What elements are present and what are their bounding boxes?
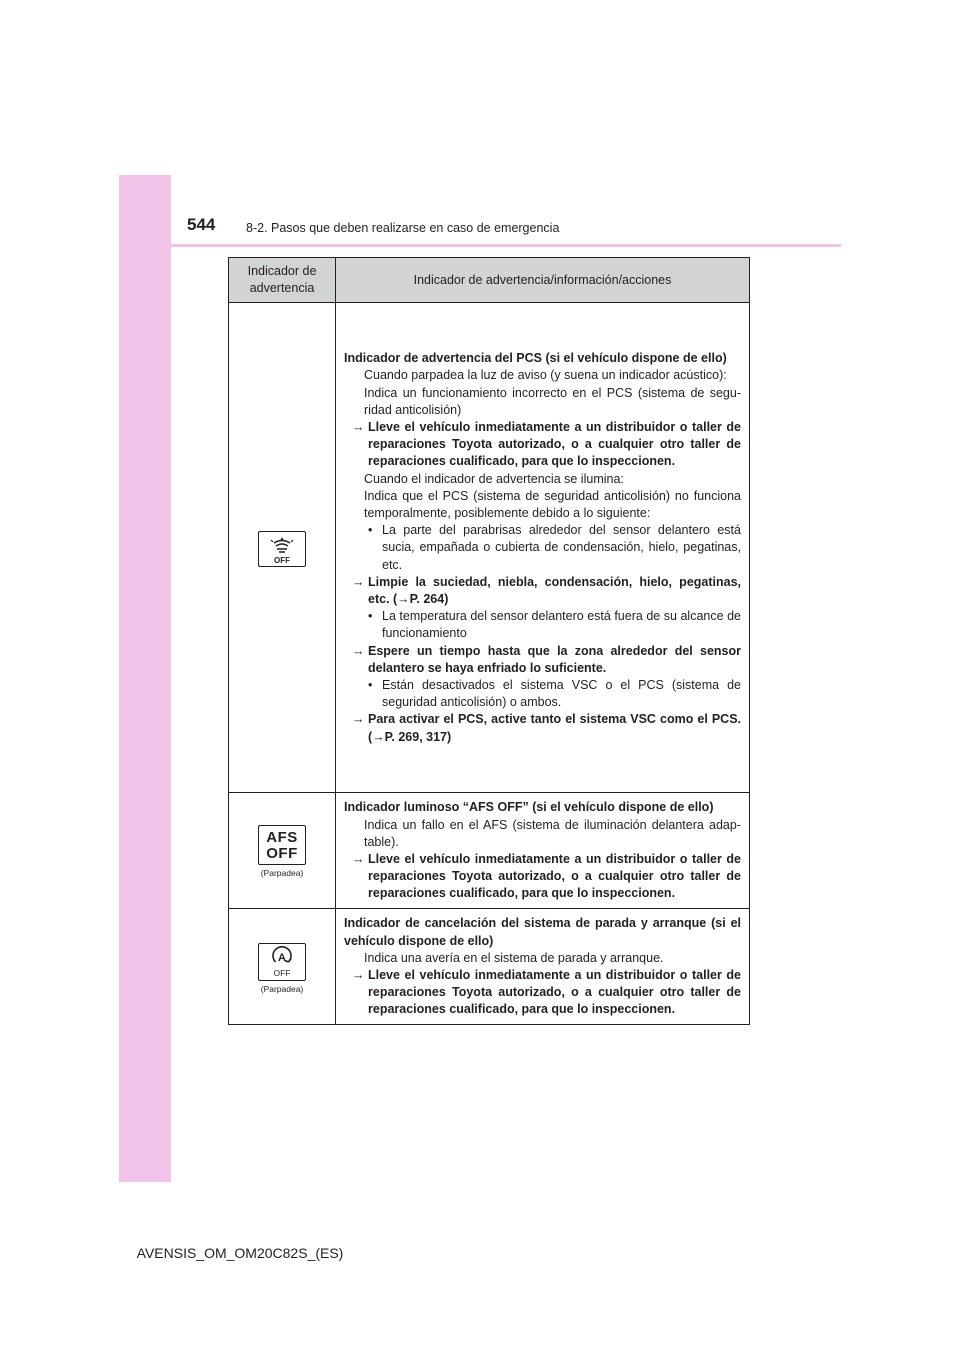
table-row: [229, 303, 750, 793]
afs-icon-line2: OFF: [266, 845, 298, 862]
afs-off-icon: [258, 825, 306, 865]
page-number: 544: [187, 215, 216, 234]
bullet-line: • Están desactivados el sistema VSC o el PCS (sistema de seguridad anticolisión) o ambos.: [368, 678, 741, 710]
warning-indicator-table: [228, 257, 750, 1025]
col-header-info: Indicador de advertencia/información/acciones: [336, 258, 750, 303]
table-header-row: [229, 258, 750, 303]
svg-text:A: A: [278, 952, 286, 964]
info-line: Indica que el PCS (sistema de seguridad anticolisión) no funciona temporalmente, posiblemente debido a lo siguiente:: [364, 488, 741, 520]
icon-off-label: OFF: [274, 556, 290, 565]
arrow-icon: →: [352, 852, 365, 866]
bullet-icon: •: [368, 678, 373, 693]
bullet-line: • La temperatura del sensor delantero está fuera de su alcance de funcionamiento: [368, 609, 741, 641]
bullet-icon: •: [368, 609, 373, 624]
info-line: Indica un fallo en el AFS (sistema de iluminación delantera adaptable).: [364, 817, 741, 849]
action-line: → Lleve el vehículo inmediatamente a un distribuidor o taller de reparaciones Toyota autorizado, o a cualquier otro taller de reparaciones cualificado, para que lo inspeccionen.: [352, 852, 741, 901]
info-line: Cuando el indicador de advertencia se ilumina:: [364, 471, 624, 486]
info-line: Cuando parpadea la luz de aviso (y suena un indicador acústico):: [364, 368, 727, 383]
arrow-icon: →: [352, 574, 365, 589]
info-line: Indica una avería en el sistema de parada y arranque.: [364, 950, 664, 965]
indicator-cell: [229, 909, 336, 1025]
action-line: → Lleve el vehículo inmediatamente a un distribuidor o taller de reparaciones Toyota autorizado, o a cualquier otro taller de reparaciones cualificado, para que lo inspeccionen.: [352, 968, 741, 1017]
info-cell: [336, 793, 750, 909]
indicator-title: Indicador luminoso “AFS OFF” (si el vehículo dispone de ello): [344, 800, 714, 815]
action-line: → Espere un tiempo hasta que la zona alrededor del sensor delantero se haya enfriado lo suficiente.: [352, 643, 741, 675]
info-cell: [336, 303, 750, 793]
footer-code: AVENSIS_OM_OM20C82S_(ES): [136, 1245, 344, 1261]
info-cell: [336, 909, 750, 1025]
bullet-line: • La parte del parabrisas alrededor del sensor delantero está sucia, empañada o cubierta de condensación, hielo, pegatinas, etc.: [368, 523, 741, 572]
table-row: [229, 909, 750, 1025]
info-line: Indica un funcionamiento incorrecto en el PCS (sistema de seguridad anticolisión): [364, 385, 741, 417]
indicator-title: Indicador de advertencia del PCS (si el vehículo dispone de ello): [344, 351, 727, 366]
side-color-band: [119, 175, 171, 1182]
icon-caption: (Parpadea): [260, 984, 304, 994]
table-row: [229, 793, 750, 909]
action-line: → Para activar el PCS, active tanto el sistema VSC como el PCS. (→P. 269, 317): [352, 712, 741, 744]
arrow-icon: →: [352, 712, 365, 727]
bullet-icon: •: [368, 523, 373, 538]
arrow-icon: →: [352, 643, 365, 658]
col-header-indicator: Indicador de advertencia: [229, 258, 336, 303]
action-line: → Lleve el vehículo inmediatamente a un distribuidor o taller de reparaciones Toyota autorizado, o a cualquier otro taller de reparaciones cualificado, para que lo inspeccionen.: [352, 419, 741, 469]
indicator-cell: [229, 303, 336, 793]
action-line: → Limpie la suciedad, niebla, condensación, hielo, pegatinas, etc. (→P. 264): [352, 574, 741, 606]
indicator-title: Indicador de cancelación del sistema de parada y arranque (si el vehículo dispone de ello): [344, 916, 741, 948]
section-title: 8-2. Pasos que deben realizarse en caso de emergencia: [246, 221, 560, 235]
icon-off-label: OFF: [273, 968, 291, 978]
stop-start-off-icon: [258, 943, 306, 981]
arrow-icon: →: [352, 968, 365, 982]
afs-icon-line1: AFS: [266, 829, 298, 846]
icon-caption: (Parpadea): [260, 868, 304, 878]
header-rule: [119, 244, 841, 247]
arrow-icon: →: [352, 419, 365, 434]
indicator-cell: [229, 793, 336, 909]
pcs-off-icon: [258, 531, 306, 567]
